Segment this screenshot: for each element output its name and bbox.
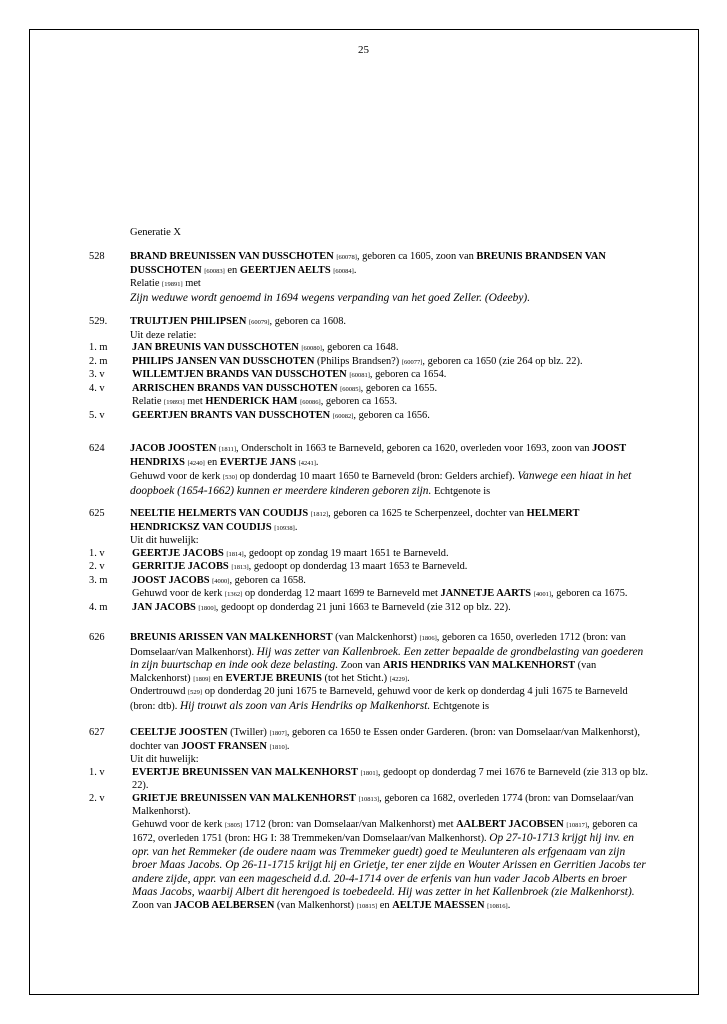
person-name: BRAND BREUNISSEN VAN DUSSCHOTEN (130, 251, 334, 262)
note: Zijn weduwe wordt genoemd in 1694 wegens verpanding van het goed Zeller. (Odeeby). (130, 291, 531, 304)
child-row: 2. v GRIETJE BREUNISSEN VAN MALKENHORST [10813], geboren ca 1682, overleden 1774 (bron: van Domselaar/van Malkenhorst). Gehuwd voor de kerk [3805] 1712 (bron: van Domselaar/van Malkenhorst) met AALBERT JACOBSEN [10817], geboren ca 1672, overleden 1751 (bron: HG I: 38 Tremmeken/van Domselaar/van Malkenhorst). Op 27-10-1713 krijgt hij inv. en opr. van het Remmeker (de oudere naam was Tremmeker guedt) goed te Meulunteren als erfgenaam van zijn broer Maas Jacobs. Op 26-11-1715 krijgt hij en Grietje, ter ener zijde en Wouter Arissen en Gerritien Jacobs ter andere zijde, appr. van een magescheid d.d. 20-4-1714 over de erfenis van hun vader Jacob Alberts en broer Maas Jacobs, waarbij Albert dit herengoed is toebedeeld. Hij was zetter in het Kallenbroek (zie Malkenhorst). Zoon van JACOB AELBERSEN (van Malkenhorst) [10815] en AELTJE MAESSEN [10816]. (89, 792, 646, 911)
note: Hij trouwt als zoon van Aris Hendriks op Malkenhorst. (179, 699, 431, 712)
person-name: TRUIJTJEN PHILIPSEN (130, 316, 247, 327)
entry-625: 625 NEELTIE HELMERTS VAN COUDIJS [1812], geboren ca 1625 te Scherpenzeel, dochter van HELMERT HENDRICKSZ VAN COUDIJS [10938]. Uit dit huwelijk: 1. v GEERTJE JACOBS [1814], gedoopt op zondag 19 maart 1651 te Barneveld. 2. v GERRITJE JACOBS [1813], gedoopt op donderdag 13 maart 1653 te Barneveld. 3. m JOOST JACOBS [4000], geboren ca 1658. Gehuwd voor de kerk [1362] op donderdag 12 maart 1699 te Barneveld met JANNETJE AARTS [4001], geboren ca 1675. 4. m JAN JACOBS [1800], gedoopt op donderdag 21 juni 1663 te Barneveld (zie 312 op blz. 22). (89, 508, 649, 615)
person-name: NEELTIE HELMERTS VAN COUDIJS (130, 508, 309, 519)
entry-529: 529. TRUIJTJEN PHILIPSEN [60079], geboren ca 1608. Uit deze relatie: 1. m JAN BREUNIS VAN DUSSCHOTEN [60080], geboren ca 1648. 2. m PHILIPS JANSEN VAN DUSSCHOTEN (Philips Brandsen?) [60077], geboren ca 1650 (zie 264 op blz. 22). 3. v WILLEMTJEN BRANDS VAN DUSSCHOTEN [60081], geboren ca 1654. 4. v ARRISCHEN BRANDS VAN DUSSCHOTEN [60085], geboren ca 1655. Relatie [19893] met HENDERICK HAM [60086], geboren ca 1653. 5. v GEERTJEN BRANTS VAN DUSSCHOTEN [60082], geboren ca 1656. (89, 316, 649, 423)
child-row: 3. m JOOST JACOBS [4000], geboren ca 1658. Gehuwd voor de kerk [1362] op donderdag 12 maart 1699 te Barneveld met JANNETJE AARTS [4001], geboren ca 1675. (89, 574, 628, 599)
entry-624: 624 JACOB JOOSTEN [1811], Onderscholt in 1663 te Barneveld, geboren ca 1620, overleden voor 1693, zoon van JOOST HENDRIXS [4240] en EVERTJE JANS [4241]. Gehuwd voor de kerk [530] op donderdag 10 maart 1650 te Barneveld (bron: Gelders archief). Vanwege een hiaat in het doopboek (1654-1662) kunnen er meerdere kinderen geboren zijn. Echtgenote is (89, 443, 632, 497)
children-heading: Uit deze relatie: (130, 329, 197, 341)
father-name: BREUNIS BRANDSEN VAN DUSSCHOTEN (130, 251, 606, 276)
ref: [60078] (336, 254, 357, 261)
generation-heading: Generatie X (130, 227, 182, 238)
entry-number: 528 (89, 251, 105, 262)
note: Hij was zetter van Kallenbroek. Een zetter bepaalde de grondbelasting van goederen in zijn buurtschap en inde ook deze belasting. (130, 645, 644, 671)
child-row: 5. v GEERTJEN BRANTS VAN DUSSCHOTEN [60082], geboren ca 1656. (89, 409, 430, 421)
entry-626: 626 BREUNIS ARISSEN VAN MALKENHORST (van Malckenhorst) [1806], geboren ca 1650, overleden 1712 (bron: van Domselaar/van Malkenhorst). Hij was zetter van Kallenbroek. Een zetter bepaalde de grondbelasting van goederen in zijn buurtschap en inde ook deze belasting. Zoon van ARIS HENDRIKS VAN MALKENHORST (van Malckenhorst) [1809] en EVERTJE BREUNIS (tot het Sticht.) [4229]. Ondertrouwd [529] op donderdag 20 juni 1675 te Barneveld, gehuwd voor de kerk op donderdag 4 juli 1675 te Barneveld (bron: dtb). Hij trouwt als zoon van Aris Hendriks op Malkenhorst. Echtgenote is (89, 632, 644, 712)
person-name: JACOB JOOSTEN (130, 443, 217, 454)
person-name: BREUNIS ARISSEN VAN MALKENHORST (130, 632, 333, 643)
child-row: 1. v EVERTJE BREUNISSEN VAN MALKENHORST [1801], gedoopt op donderdag 7 mei 1676 te Barneveld (zie 313 op blz. 22). (89, 766, 648, 791)
note: Op 27-10-1713 krijgt hij inv. en opr. van het Remmeker (de oudere naam was Tremmeker guedt) goed te Meulunteren als erfgenaam van zijn broer Maas Jacobs. Op 26-11-1715 krijgt hij en Grietje, ter ener zijde en Wouter Arissen en Gerritien Jacobs ter andere zijde, appr. van een magescheid d.d. 20-4-1714 over de erfenis van hun vader Jacob Alberts en broer Maas Jacobs, waarbij Albert dit herengoed is toebedeeld. Hij was zetter in het Kallenbroek (zie Malkenhorst). (132, 832, 646, 898)
child-row: 3. v WILLEMTJEN BRANDS VAN DUSSCHOTEN [60081], geboren ca 1654. (89, 369, 447, 380)
child-row: 4. m JAN JACOBS [1800], gedoopt op donderdag 21 juni 1663 te Barneveld (zie 312 op blz. 22). (89, 601, 511, 613)
mother-name: GEERTJEN AELTS (239, 264, 331, 276)
entry-627: 627 CEELTJE JOOSTEN (Twiller) [1807], geboren ca 1650 te Essen onder Garderen. (bron: van Domselaar/van Malkenhorst), dochter van JOOST FRANSEN [1810]. Uit dit huwelijk: 1. v EVERTJE BREUNISSEN VAN MALKENHORST [1801], gedoopt op donderdag 7 mei 1676 te Barneveld (zie 313 op blz. 22). 2. v GRIETJE BREUNISSEN VAN MALKENHORST [10813], geboren ca 1682, overleden 1774 (bron: van Domselaar/van Malkenhorst). Gehuwd voor de kerk [3805] 1712 (bron: van Domselaar/van Malkenhorst) met AALBERT JACOBSEN [10817], geboren ca 1672, overleden 1751 (bron: HG I: 38 Tremmeken/van Domselaar/van Malkenhorst). Op 27-10-1713 krijgt hij inv. en opr. van het Remmeker (de oudere naam was Tremmeker guedt) goed te Meulunteren als erfgenaam van zijn broer Maas Jacobs. Op 26-11-1715 krijgt hij en Grietje, ter ener zijde en Wouter Arissen en Gerritien Jacobs ter andere zijde, appr. van een magescheid d.d. 20-4-1714 over de erfenis van hun vader Jacob Alberts en broer Maas Jacobs, waarbij Albert dit herengoed is toebedeeld. Hij was zetter in het Kallenbroek (zie Malkenhorst). Zoon van JACOB AELBERSEN (van Malkenhorst) [10815] en AELTJE MAESSEN [10816]. (89, 727, 649, 913)
child-row: 2. v GERRITJE JACOBS [1813], gedoopt op donderdag 13 maart 1653 te Barneveld. (89, 561, 468, 572)
child-row: 1. v GEERTJE JACOBS [1814], gedoopt op zondag 19 maart 1651 te Barneveld. (89, 547, 449, 559)
entry-528: 528 BRAND BREUNISSEN VAN DUSSCHOTEN [60078], geboren ca 1605, zoon van BREUNIS BRANDSEN VAN DUSSCHOTEN [60083] en GEERTJEN AELTS [60084]. Relatie [19891] met Zijn weduwe wordt genoemd in 1694 wegens verpanding van het goed Zeller. (Odeeby). (89, 251, 606, 304)
note: Vanwege een hiaat in het doopboek (1654-1662) kunnen er meerdere kinderen geboren zijn. (130, 470, 632, 497)
page-number: 25 (358, 44, 369, 56)
child-row: 4. v ARRISCHEN BRANDS VAN DUSSCHOTEN [60085], geboren ca 1655. Relatie [19893] met HENDERICK HAM [60086], geboren ca 1653. (89, 382, 438, 407)
child-row: 2. m PHILIPS JANSEN VAN DUSSCHOTEN (Philips Brandsen?) [60077], geboren ca 1650 (zie 264 op blz. 22). (89, 355, 583, 367)
child-row: 1. m JAN BREUNIS VAN DUSSCHOTEN [60080], geboren ca 1648. (89, 342, 399, 353)
person-name: CEELTJE JOOSTEN (130, 727, 228, 738)
